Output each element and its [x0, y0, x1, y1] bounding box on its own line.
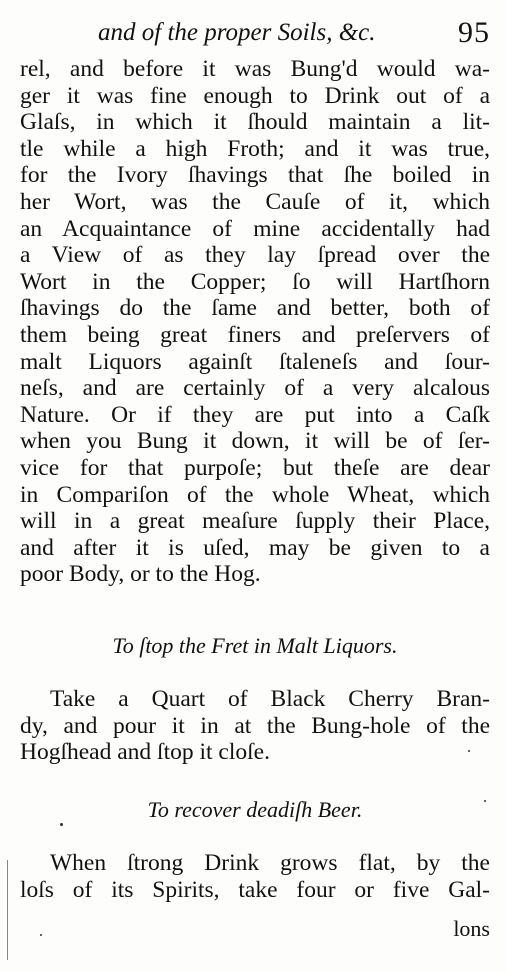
text-line: Glaſs, in which it ſhould maintain a lit- [20, 109, 490, 136]
text-line: When ſtrong Drink grows flat, by the [50, 850, 490, 876]
text-line: dy, and pour it in at the Bung-hole of the [20, 712, 490, 739]
text-line: rel, and before it was Bung'd would wa- [20, 56, 490, 82]
text-line: Hogſhead and ſtop it cloſe. [20, 739, 270, 766]
text-line: ger it was fine enough to Drink out of a [20, 82, 490, 109]
text-line: tle while a high Froth; and it was true, [20, 135, 490, 162]
text-line: for the Ivory ſhavings that ſhe boiled in [20, 162, 490, 189]
ink-speck [468, 750, 470, 752]
text-line: will in a great meaſure ſupply their Place, [20, 508, 490, 535]
page-number: 95 [458, 16, 490, 49]
ink-speck [60, 823, 63, 826]
text-line: ſhavings do the ſame and better, both of [20, 295, 490, 322]
text-line: vice for that purpoſe; but theſe are dear [20, 454, 490, 481]
text-line: malt Liquors againſt ſtaleneſs and ſour- [20, 348, 490, 375]
text-line: Wort in the Copper; ſo will Hartſhorn [20, 268, 490, 295]
section-heading-deadish-beer: To recover deadiſh Beer. [147, 797, 363, 822]
catchword: lons [453, 916, 490, 941]
text-line: them being great finers and preſervers of [20, 321, 490, 348]
running-head [98, 16, 490, 50]
text-line: when you Bung it down, it will be of ſer- [20, 428, 490, 455]
text-line: poor Body, or to the Hog. [20, 561, 261, 588]
text-line: Nature. Or if they are put into a Caſk [20, 401, 490, 428]
paragraph-ivory-shavings [20, 56, 490, 588]
text-line: her Wort, was the Cauſe of it, which [20, 188, 490, 215]
margin-scan-line [7, 860, 8, 960]
ink-speck [40, 934, 42, 936]
text-line: neſs, and are certainly of a very alcalous [20, 375, 490, 402]
section-heading-fret: To ſtop the Fret in Malt Liquors. [112, 633, 398, 658]
running-title: and of the proper Soils, &c. [98, 19, 376, 46]
paragraph-strong-drink [20, 850, 490, 903]
paragraph-cherry-brandy [20, 686, 490, 766]
ink-speck [484, 800, 486, 802]
text-line: an Acquaintance of mine accidentally had [20, 215, 490, 242]
text-line: Take a Quart of Black Cherry Bran- [50, 686, 490, 712]
text-line: in Compariſon of the whole Wheat, which [20, 481, 490, 508]
text-line: a View of as they lay ſpread over the [20, 242, 490, 269]
text-line: and after it is uſed, may be given to a [20, 534, 490, 561]
text-line: loſs of its Spirits, take four or five Gal- [20, 876, 490, 903]
